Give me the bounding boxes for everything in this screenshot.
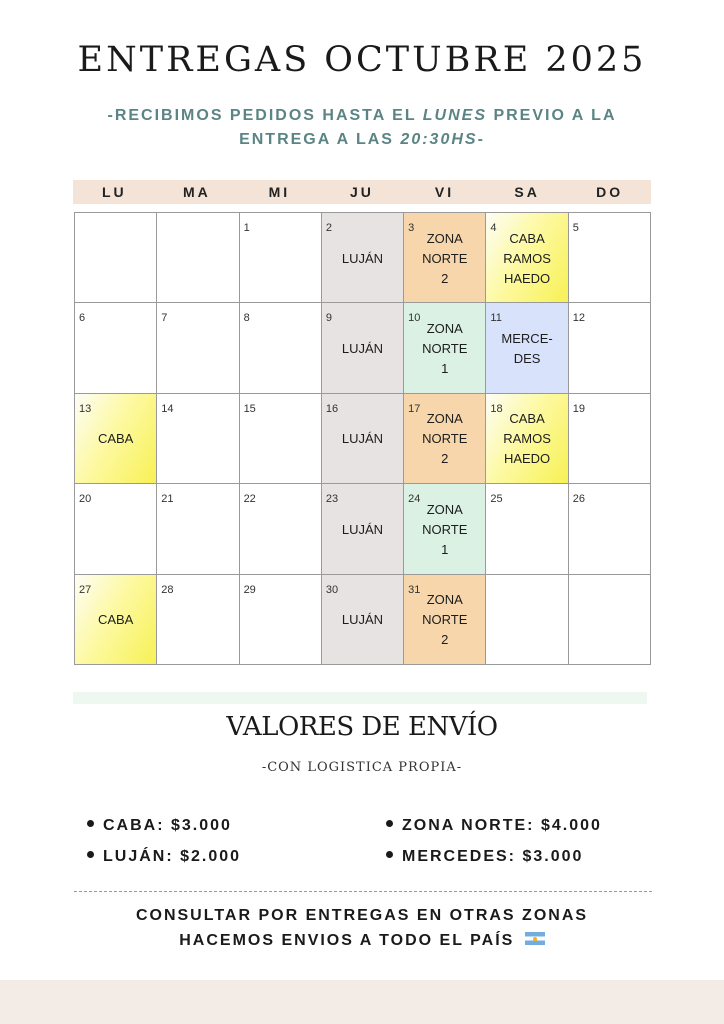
shipping-title: VALORES DE ENVÍO (226, 712, 498, 742)
day-number: 10 (408, 312, 421, 325)
calendar-day-27 (75, 575, 157, 665)
price-text: MERCEDES: $3.000 (402, 848, 584, 865)
day-number: 27 (79, 583, 92, 596)
footer-line-2 (0, 928, 724, 953)
day-number: 23 (325, 493, 339, 506)
weekday-label: MA (182, 184, 211, 200)
day-number: 19 (572, 402, 585, 415)
bullet-icon (386, 820, 393, 827)
delivery-zone-label: CABA (97, 431, 134, 447)
calendar-day-14 (157, 394, 239, 484)
delivery-zone-label (240, 213, 321, 302)
day-number: 9 (325, 312, 332, 325)
page-title: ENTREGAS OCTUBRE 2025 (77, 40, 647, 80)
day-number: 12 (572, 312, 585, 325)
calendar-day-4 (486, 213, 568, 303)
bottom-band (0, 980, 724, 1024)
calendar-day-11 (486, 303, 568, 393)
day-number: 11 (490, 312, 502, 325)
delivery-zone-label: CABA RAMOS HAEDO (503, 411, 551, 467)
day-number: 29 (243, 583, 256, 596)
price-text: LUJÁN: $2.000 (103, 848, 242, 865)
weekday-label: VI (434, 184, 455, 200)
day-number: 30 (325, 583, 339, 596)
price-text: ZONA NORTE: $4.000 (402, 817, 602, 834)
price-item (386, 841, 602, 872)
footer-line-1: CONSULTAR POR ENTREGAS EN OTRAS ZONAS (135, 907, 589, 924)
delivery-zone-label (240, 303, 321, 392)
calendar-empty-cell (157, 213, 239, 303)
price-item (87, 841, 241, 872)
calendar-day-10 (404, 303, 486, 393)
price-list-left (87, 810, 241, 872)
price-item (386, 810, 602, 841)
subtitle-text-1: -RECIBIMOS PEDIDOS HASTA EL (107, 107, 423, 124)
delivery-zone-label: LUJÁN (341, 521, 384, 537)
subtitle-emphasis-day: LUNES (422, 107, 487, 124)
calendar-day-5 (569, 213, 651, 303)
argentina-flag-icon (525, 932, 545, 945)
calendar-day-23 (322, 484, 404, 574)
calendar-day-29 (240, 575, 322, 665)
delivery-zone-label (75, 213, 156, 302)
day-number: 17 (408, 402, 421, 415)
calendar-day-3 (404, 213, 486, 303)
day-number: 6 (79, 312, 86, 325)
day-number: 5 (572, 222, 579, 234)
delivery-zone-label: ZONA NORTE 1 (422, 501, 468, 557)
calendar-day-6 (75, 303, 157, 393)
delivery-zone-label (569, 213, 650, 302)
delivery-zone-label: MERCE- DES (501, 331, 553, 367)
delivery-zone-label (75, 303, 156, 392)
bullet-icon (87, 851, 94, 858)
delivery-zone-label: ZONA NORTE 2 (422, 411, 468, 467)
weekday-label: DO (596, 184, 624, 200)
calendar-day-21 (157, 484, 239, 574)
delivery-zone-label: CABA (97, 612, 134, 628)
calendar-day-26 (569, 484, 651, 574)
delivery-zone-label: LUJÁN (341, 431, 384, 447)
day-number: 13 (79, 402, 92, 415)
day-number: 26 (572, 493, 585, 506)
day-number: 14 (161, 402, 174, 415)
delivery-zone-label (569, 575, 650, 664)
delivery-zone-label: LUJÁN (341, 250, 384, 266)
day-number: 15 (243, 402, 256, 415)
weekday-header (73, 180, 651, 204)
subtitle-text-3: - (477, 131, 485, 148)
subtitle-text-2: PREVIO A LA ENTREGA A LAS (239, 107, 617, 148)
dashed-divider (74, 891, 652, 892)
weekday-label: MI (268, 184, 291, 200)
calendar-day-30 (322, 575, 404, 665)
delivery-zone-label (157, 213, 238, 302)
section-divider (73, 692, 647, 704)
calendar-empty-cell (569, 575, 651, 665)
calendar-day-13 (75, 394, 157, 484)
calendar-day-19 (569, 394, 651, 484)
delivery-zone-label (157, 303, 238, 392)
day-number: 3 (408, 222, 415, 234)
price-list-right (386, 810, 602, 872)
day-number: 22 (243, 493, 256, 506)
delivery-zone-label: LUJÁN (341, 341, 384, 357)
calendar-day-2 (322, 213, 404, 303)
day-number: 18 (490, 402, 503, 415)
delivery-zone-label: ZONA NORTE 1 (422, 321, 468, 377)
calendar-empty-cell (75, 213, 157, 303)
order-deadline-note (60, 104, 664, 152)
subtitle-emphasis-time: 20:30HS (400, 131, 478, 148)
calendar-day-24 (404, 484, 486, 574)
calendar-day-12 (569, 303, 651, 393)
calendar-day-22 (240, 484, 322, 574)
calendar-day-9 (322, 303, 404, 393)
calendar-day-1 (240, 213, 322, 303)
calendar-day-16 (322, 394, 404, 484)
delivery-zone-label: ZONA NORTE 2 (422, 230, 468, 286)
price-text: CABA: $3.000 (103, 817, 232, 834)
weekday-label: SA (514, 184, 540, 200)
weekday-label: LU (101, 184, 127, 200)
delivery-zone-label (486, 575, 567, 664)
delivery-zone-label: CABA RAMOS HAEDO (503, 230, 551, 286)
calendar-day-25 (486, 484, 568, 574)
calendar-day-31 (404, 575, 486, 665)
day-number: 21 (161, 493, 174, 506)
day-number: 2 (325, 222, 332, 234)
footer-note (0, 903, 724, 953)
calendar-day-20 (75, 484, 157, 574)
footer-line-2-text: HACEMOS ENVIOS A TODO EL PAÍS (179, 932, 515, 949)
day-number: 25 (490, 493, 503, 506)
day-number: 20 (79, 493, 92, 506)
calendar-day-28 (157, 575, 239, 665)
calendar-day-15 (240, 394, 322, 484)
day-number: 24 (408, 493, 421, 506)
bullet-icon (386, 851, 393, 858)
day-number: 7 (161, 312, 168, 325)
calendar-day-8 (240, 303, 322, 393)
day-number: 28 (161, 583, 174, 596)
calendar-day-18 (486, 394, 568, 484)
day-number: 16 (325, 402, 339, 415)
delivery-zone-label: LUJÁN (341, 612, 384, 628)
price-item (87, 810, 241, 841)
calendar-empty-cell (486, 575, 568, 665)
weekday-label: JU (350, 184, 374, 200)
day-number: 8 (243, 312, 250, 325)
delivery-calendar (74, 212, 651, 665)
calendar-day-7 (157, 303, 239, 393)
day-number: 1 (243, 222, 250, 234)
calendar-day-17 (404, 394, 486, 484)
bullet-icon (87, 820, 94, 827)
shipping-subtitle: -CON LOGISTICA PROPIA- (261, 760, 463, 775)
day-number: 31 (408, 583, 421, 596)
delivery-zone-label: ZONA NORTE 2 (422, 592, 468, 648)
day-number: 4 (490, 222, 497, 234)
